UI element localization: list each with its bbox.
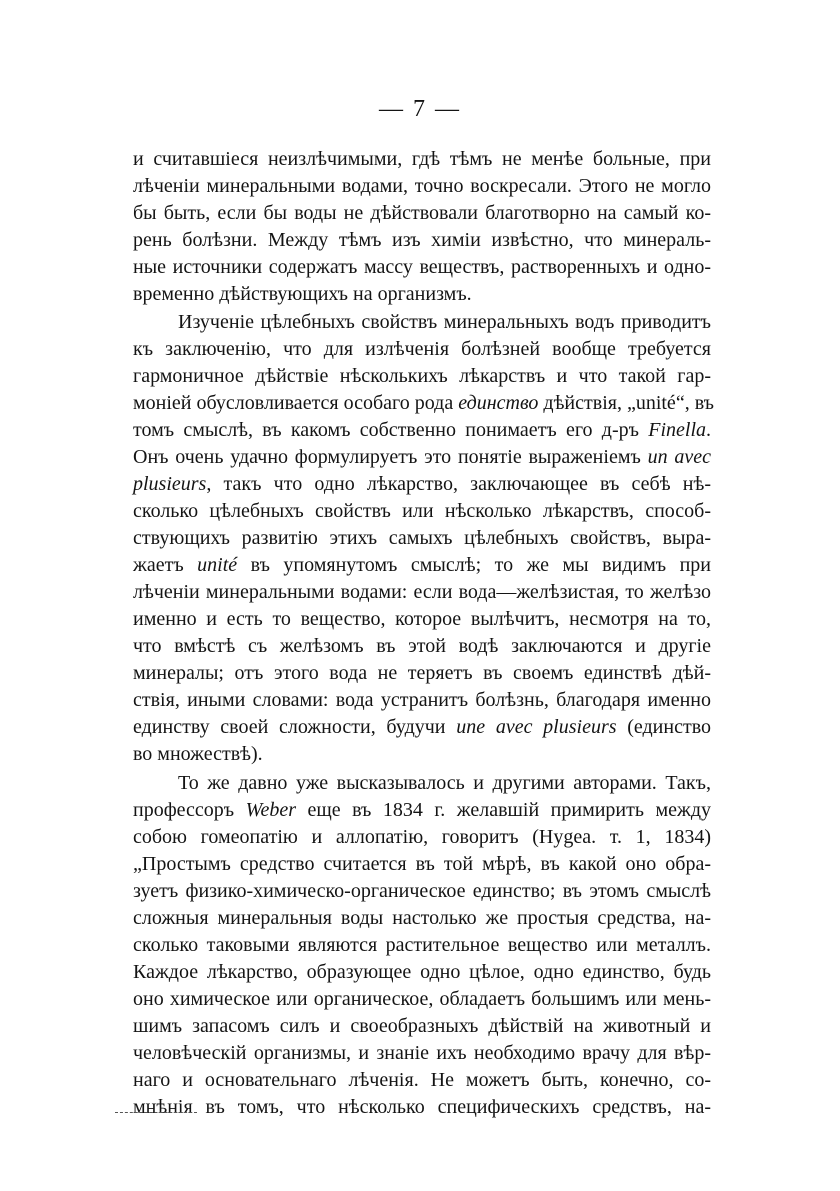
text-run: дѣйствія, „unité“, въ bbox=[538, 392, 714, 414]
text-line: что вмѣстѣ съ желѣзомъ въ этой водѣ заключаются и другіе bbox=[133, 635, 711, 657]
text-line: гармоничное дѣйствіе нѣсколькихъ лѣкарствъ и что такой гар- bbox=[133, 365, 711, 387]
italic-term: une avec plusieurs bbox=[456, 716, 617, 738]
text-line: временно дѣйствующихъ на организмъ. bbox=[133, 283, 472, 305]
text-run: единству своей сложности, будучи bbox=[133, 716, 457, 738]
text-line: оно химическое или органическое, обладаетъ большимъ или мень- bbox=[133, 988, 711, 1010]
text-line: наго и основательнаго лѣченія. Не можетъ быть, конечно, со- bbox=[133, 1069, 711, 1091]
text-line: То же давно уже высказывалось и другими авторами. Такъ, bbox=[178, 772, 711, 794]
text-line: минералы; отъ этого вода не теряетъ въ своемъ единствѣ дѣй- bbox=[133, 662, 711, 684]
italic-term: единство bbox=[458, 392, 539, 414]
text-line: и считавшіеся неизлѣчимыми, гдѣ тѣмъ не менѣе больные, при bbox=[133, 148, 711, 170]
text-line: лѣченіи минеральными водами: если вода—желѣзистая, то желѣзо bbox=[133, 581, 711, 603]
text-run: , такъ что одно лѣкарство, заключающее въ себѣ нѣ- bbox=[206, 473, 711, 495]
text-line bbox=[133, 797, 711, 823]
text-line: ные источники содержатъ массу веществъ, растворенныхъ и одно- bbox=[133, 256, 711, 278]
italic-term: Weber bbox=[245, 799, 296, 821]
italic-term: unité bbox=[197, 554, 238, 576]
text-line bbox=[133, 714, 711, 740]
text-line: ствующихъ развитію этихъ самыхъ цѣлебныхъ свойствъ, выра- bbox=[133, 527, 711, 549]
text-run: въ упомянутомъ смыслѣ; то же мы видимъ при bbox=[237, 554, 712, 576]
text-line bbox=[133, 444, 711, 470]
text-run: жаетъ bbox=[133, 554, 198, 576]
text-line: собою гомеопатію и аллопатію, говоритъ (Hygea. т. 1, 1834) bbox=[133, 826, 711, 848]
text-line: къ заключенію, что для излѣченія болѣзней вообще требуется bbox=[133, 338, 711, 360]
italic-term: Finella bbox=[648, 419, 706, 441]
text-line bbox=[133, 390, 714, 416]
italic-term: plusieurs bbox=[133, 473, 207, 495]
text-run: профессоръ bbox=[133, 799, 246, 821]
text-line: зуетъ физико-химическо-органическое единство; въ этомъ смыслѣ bbox=[133, 880, 711, 902]
text-line: шимъ запасомъ силъ и своеобразныхъ дѣйствій на животный и bbox=[133, 1015, 711, 1037]
text-line: Изученіе цѣлебныхъ свойствъ минеральныхъ водъ приводитъ bbox=[178, 311, 711, 333]
text-line: Каждое лѣкарство, образующее одно цѣлое, одно единство, будь bbox=[133, 961, 711, 983]
text-line bbox=[133, 552, 711, 578]
page-number: — 7 — bbox=[379, 96, 461, 122]
text-run: томъ смыслѣ, въ какомъ собственно понимаетъ его д-ръ bbox=[133, 419, 649, 441]
text-run: Онъ очень удачно формулируетъ это понятіе выраженіемъ bbox=[133, 446, 648, 468]
text-run: (единство bbox=[616, 716, 712, 738]
text-line: „Простымъ средство считается въ той мѣрѣ, въ какой оно обра- bbox=[133, 853, 711, 875]
text-line: мнѣнія въ томъ, что нѣсколько специфическихъ средствъ, на- bbox=[133, 1096, 711, 1118]
text-line bbox=[133, 417, 711, 443]
text-line: рень болѣзни. Между тѣмъ изъ химіи извѣстно, что минераль- bbox=[133, 229, 711, 251]
text-line: лѣченіи минеральными водами, точно воскресали. Этого не могло bbox=[133, 175, 711, 197]
text-line: именно и есть то вещество, которое вылѣчитъ, несмотря на то, bbox=[133, 608, 711, 630]
italic-term: un avec bbox=[647, 446, 711, 468]
text-run: еще въ 1834 г. желавшій примирить между bbox=[296, 799, 712, 821]
text-run: моніей обусловливается особаго рода bbox=[133, 392, 459, 414]
text-line: сколько таковыми являются растительное вещество или металлъ. bbox=[133, 934, 711, 956]
text-line: сложныя минеральныя воды настолько же простыя средства, на- bbox=[133, 907, 711, 929]
footer-rule bbox=[115, 1112, 197, 1113]
text-line: ствія, иными словами: вода устранитъ болѣзнь, благодаря именно bbox=[133, 689, 711, 711]
text-run: . bbox=[706, 419, 711, 441]
text-line: бы быть, если бы воды не дѣйствовали благотворно на самый ко- bbox=[133, 202, 711, 224]
text-line: во множествѣ). bbox=[133, 743, 263, 765]
text-line: человѣческій организмы, и знаніе ихъ необходимо врачу для вѣр- bbox=[133, 1042, 711, 1064]
text-line: сколько цѣлебныхъ свойствъ или нѣсколько лѣкарствъ, способ- bbox=[133, 500, 711, 522]
text-line bbox=[133, 471, 711, 497]
